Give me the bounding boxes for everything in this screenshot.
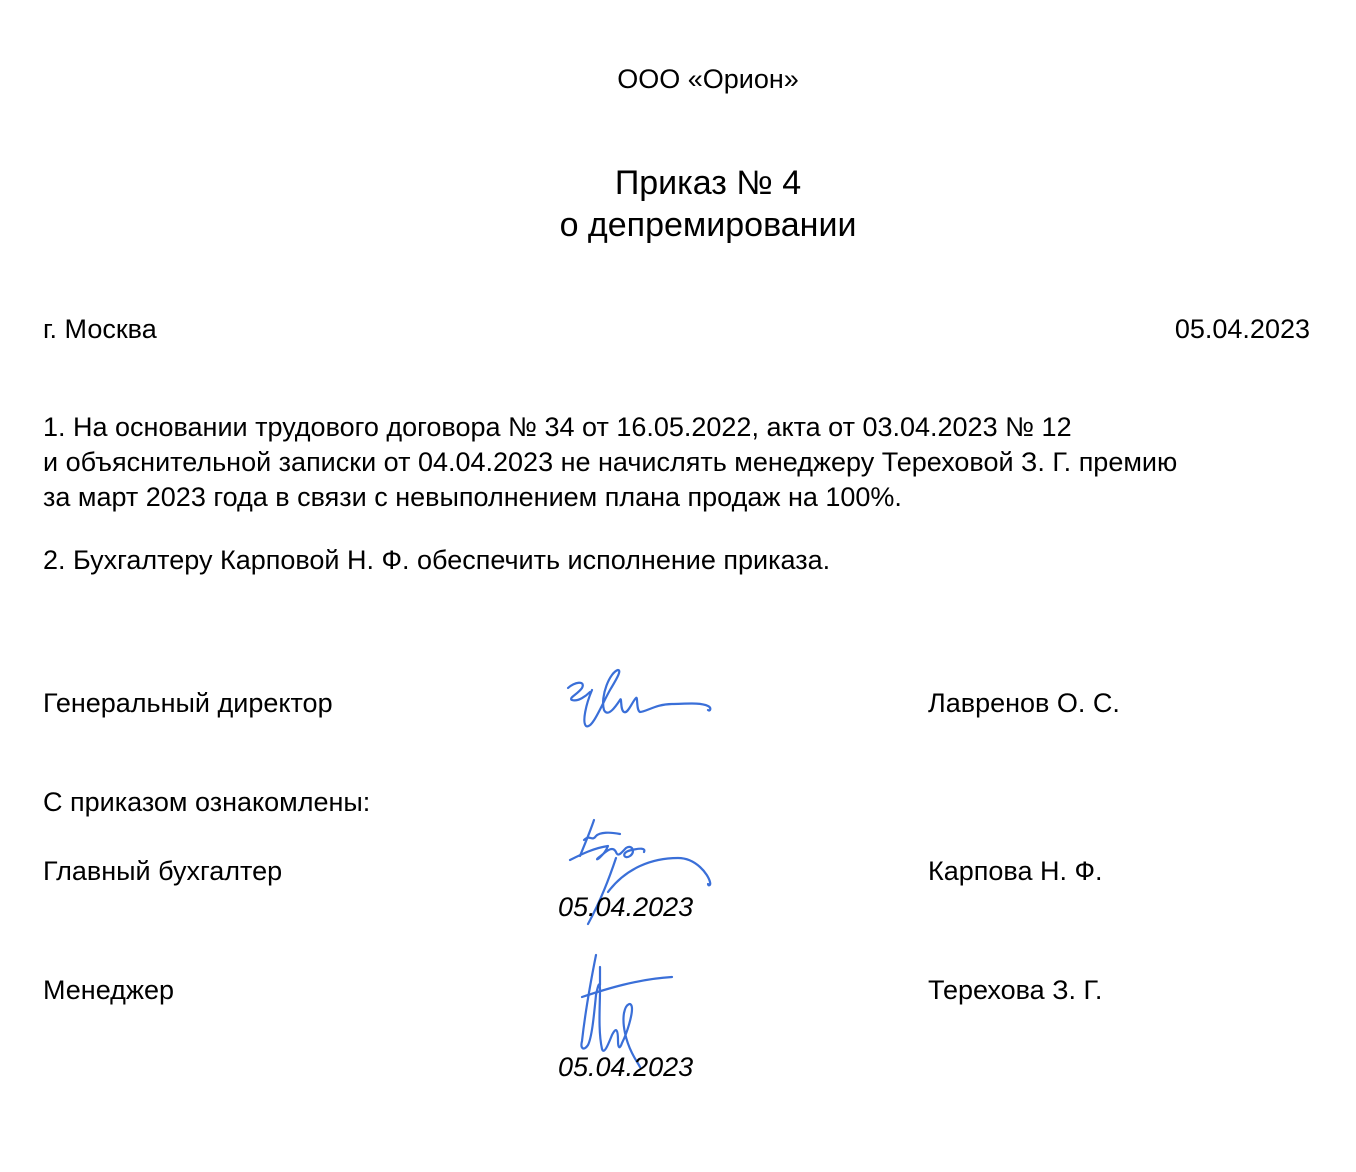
director-role: Генеральный директор bbox=[43, 688, 333, 718]
director-name: Лавренов О. С. bbox=[928, 688, 1120, 718]
manager-role: Менеджер bbox=[43, 975, 174, 1005]
manager-sign-date: 05.04.2023 bbox=[558, 1052, 694, 1082]
order-title-number: Приказ № 4 bbox=[614, 164, 802, 202]
paragraph-1-line: за март 2023 года в связи с невыполнением плана продаж на 100%. bbox=[43, 482, 902, 512]
city-label: г. Москва bbox=[43, 314, 157, 344]
acquainted-label: С приказом ознакомлены: bbox=[43, 787, 371, 817]
paragraph-1-line: и объяснительной записки от 04.04.2023 не начислять менеджеру Тереховой З. Г. премию bbox=[43, 447, 1178, 477]
director-signature-icon bbox=[560, 660, 720, 740]
organization-name: ООО «Орион» bbox=[617, 64, 799, 94]
paragraph-2: 2. Бухгалтеру Карповой Н. Ф. обеспечить исполнение приказа. bbox=[43, 545, 831, 575]
chief-accountant-role: Главный бухгалтер bbox=[43, 856, 283, 886]
chief-accountant-name: Карпова Н. Ф. bbox=[928, 856, 1103, 886]
order-title bbox=[0, 162, 1356, 246]
paragraph-1 bbox=[43, 410, 1333, 515]
order-date: 05.04.2023 bbox=[1174, 314, 1310, 344]
manager-name: Терехова З. Г. bbox=[928, 975, 1103, 1005]
chief-accountant-sign-date: 05.04.2023 bbox=[558, 892, 694, 922]
paragraph-1-line: 1. На основании трудового договора № 34 от 16.05.2022, акта от 03.04.2023 № 12 bbox=[43, 412, 1072, 442]
order-title-subject: о депремировании bbox=[559, 206, 857, 244]
